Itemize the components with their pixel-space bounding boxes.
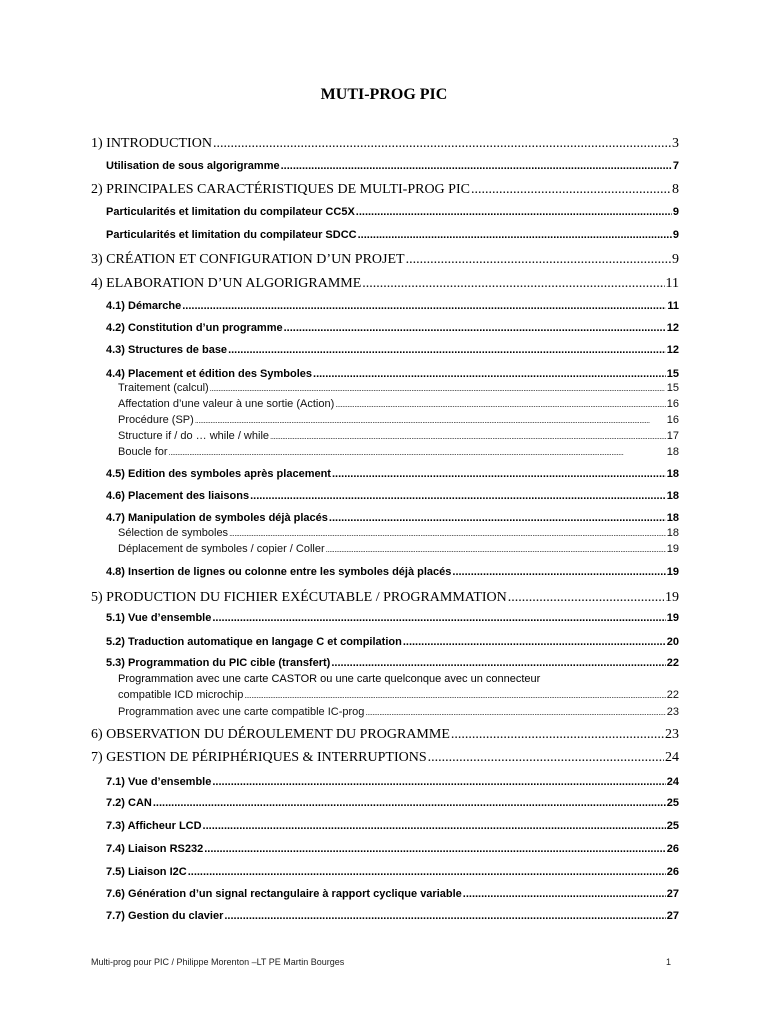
toc-entry-text: 5.1) Vue d’ensemble bbox=[106, 612, 212, 624]
toc-entry[interactable] bbox=[118, 527, 679, 539]
toc-page-number: 9 bbox=[672, 252, 679, 267]
toc-entry-text: 5.2) Traduction automatique en langage C et compilation bbox=[106, 636, 402, 648]
toc-page-number: 23 bbox=[666, 706, 679, 718]
toc-page-number: 18 bbox=[666, 490, 679, 502]
toc-leader-dots bbox=[229, 528, 666, 539]
toc-entry-text: 7.5) Liaison I2C bbox=[106, 866, 187, 878]
toc-entry-text: 5) PRODUCTION DU FICHIER EXÉCUTABLE / PROGRAMMATION bbox=[91, 590, 507, 605]
toc-entry[interactable] bbox=[118, 543, 679, 555]
toc-entry[interactable] bbox=[106, 322, 679, 334]
toc-entry[interactable] bbox=[106, 490, 679, 502]
toc-entry[interactable] bbox=[106, 657, 679, 669]
toc-entry[interactable] bbox=[106, 612, 679, 624]
toc-leader-dots bbox=[228, 344, 666, 356]
toc-entry[interactable] bbox=[106, 368, 679, 380]
toc-entry[interactable] bbox=[106, 160, 679, 172]
toc-entry-text: 4.3) Structures de base bbox=[106, 344, 228, 356]
toc-entry-text: 4.1) Démarche bbox=[106, 300, 182, 312]
toc-entry-text-line: Programmation avec une carte CASTOR ou une carte quelconque avec un connecteur bbox=[118, 673, 541, 685]
toc-page-number: 24 bbox=[665, 750, 679, 765]
toc-entry-text: 6) OBSERVATION DU DÉROULEMENT DU PROGRAMME bbox=[91, 727, 450, 742]
toc-leader-dots bbox=[270, 431, 666, 442]
toc-leader-dots bbox=[313, 368, 666, 380]
toc-leader-dots bbox=[188, 866, 666, 878]
toc-leader-dots bbox=[244, 690, 665, 701]
toc-leader-dots bbox=[284, 322, 666, 334]
toc-leader-dots bbox=[212, 776, 665, 788]
toc-entry-text: Particularités et limitation du compilateur CC5X bbox=[106, 206, 355, 218]
toc-entry-text: Utilisation de sous algorigramme bbox=[106, 160, 280, 172]
toc-entry-text: Structure if / do … while / while bbox=[118, 430, 270, 442]
toc-page-number: 27 bbox=[666, 888, 679, 900]
toc-entry-text: 7.1) Vue d’ensemble bbox=[106, 776, 212, 788]
toc-entry[interactable] bbox=[91, 276, 679, 292]
toc-page-number: 24 bbox=[666, 776, 679, 788]
toc-entry-text: 5.3) Programmation du PIC cible (transfert) bbox=[106, 657, 331, 669]
toc-entry[interactable] bbox=[91, 750, 679, 766]
toc-entry-text: 3) CRÉATION ET CONFIGURATION D’UN PROJET bbox=[91, 252, 405, 267]
toc-leader-dots bbox=[203, 820, 666, 832]
toc-page-number: 22 bbox=[666, 689, 679, 701]
toc-leader-dots bbox=[250, 490, 666, 502]
toc-entry-text: 4.8) Insertion de lignes ou colonne entre les symboles déjà placés bbox=[106, 566, 452, 578]
toc-entry-text: compatible ICD microchip bbox=[118, 689, 244, 701]
toc-entry[interactable] bbox=[106, 820, 679, 832]
toc-entry[interactable] bbox=[118, 446, 679, 458]
toc-leader-dots bbox=[331, 657, 665, 669]
toc-entry[interactable] bbox=[106, 566, 679, 578]
toc-page-number: 17 bbox=[666, 430, 679, 442]
toc-leader-dots bbox=[213, 136, 671, 152]
toc-leader-dots bbox=[210, 383, 666, 394]
toc-leader-dots bbox=[329, 512, 666, 524]
toc-entry[interactable] bbox=[106, 468, 679, 480]
toc-entry-text: 7.7) Gestion du clavier bbox=[106, 910, 224, 922]
toc-leader-dots bbox=[362, 276, 664, 292]
toc-page-number: 15 bbox=[666, 382, 679, 394]
toc-leader-dots bbox=[326, 544, 666, 555]
toc-page-number: 16 bbox=[666, 398, 679, 410]
toc-entry-text: Déplacement de symboles / copier / Coller bbox=[118, 543, 325, 555]
toc-entry-text: 4.4) Placement et édition des Symboles bbox=[106, 368, 313, 380]
toc-entry-text: 4.2) Constitution d’un programme bbox=[106, 322, 283, 334]
toc-page-number: 18 bbox=[666, 512, 679, 524]
toc-entry-text: 7.6) Génération d’un signal rectangulaire à rapport cyclique variable bbox=[106, 888, 462, 900]
toc-entry[interactable] bbox=[118, 430, 679, 442]
toc-leader-dots bbox=[403, 636, 666, 648]
toc-leader-dots bbox=[428, 750, 664, 766]
toc-entry[interactable] bbox=[118, 398, 679, 410]
toc-entry-text: 4.6) Placement des liaisons bbox=[106, 490, 250, 502]
toc-leader-dots bbox=[358, 229, 672, 241]
toc-page-number: 19 bbox=[665, 590, 679, 605]
toc-page-number: 11 bbox=[667, 300, 679, 312]
toc-page-number: 26 bbox=[666, 843, 679, 855]
toc-page-number: 3 bbox=[672, 136, 679, 151]
toc-leader-dots bbox=[335, 399, 665, 410]
toc-leader-dots bbox=[281, 160, 672, 172]
toc-page-number: 7 bbox=[672, 160, 679, 172]
toc-leader-dots bbox=[463, 888, 666, 900]
toc-leader-dots bbox=[508, 590, 664, 606]
toc-page-number: 12 bbox=[666, 344, 679, 356]
toc-entry[interactable] bbox=[118, 706, 679, 718]
toc-entry[interactable] bbox=[106, 300, 679, 312]
toc-page-number: 11 bbox=[665, 276, 679, 291]
toc-entry[interactable] bbox=[106, 843, 679, 855]
toc-leader-dots bbox=[182, 300, 666, 312]
toc-entry-text: 4.5) Edition des symboles après placement bbox=[106, 468, 331, 480]
toc-page-number: 12 bbox=[666, 322, 679, 334]
toc-entry-text: Sélection de symboles bbox=[118, 527, 229, 539]
toc-page-number: 18 bbox=[666, 527, 679, 539]
toc-entry-text: Particularités et limitation du compilateur SDCC bbox=[106, 229, 357, 241]
toc-page-number: 19 bbox=[666, 543, 679, 555]
toc-entry-text: 4.7) Manipulation de symboles déjà placés bbox=[106, 512, 328, 524]
toc-page-number: 19 bbox=[666, 612, 679, 624]
toc-entry-text: 7.3) Afficheur LCD bbox=[106, 820, 202, 832]
toc-entry[interactable] bbox=[106, 866, 679, 878]
footer-text: Multi-prog pour PIC / Philippe Morenton –LT PE Martin Bourges bbox=[91, 957, 345, 967]
toc-entry-text: Traitement (calcul) bbox=[118, 382, 209, 394]
toc-leader-dots bbox=[406, 252, 671, 268]
toc-leader-dots bbox=[452, 566, 665, 578]
toc-entry-text: Procédure (SP) bbox=[118, 414, 194, 426]
document-title: MUTI-PROG PIC bbox=[320, 86, 448, 103]
toc-leader-dots bbox=[365, 707, 665, 718]
toc-leader-dots bbox=[332, 468, 666, 480]
toc-page-number: 8 bbox=[672, 182, 679, 197]
toc-leader-dots bbox=[224, 910, 665, 922]
toc-entry[interactable] bbox=[106, 206, 679, 218]
toc-entry-text: 7.4) Liaison RS232 bbox=[106, 843, 204, 855]
toc-entry[interactable] bbox=[91, 727, 679, 743]
toc-entry-text: Programmation avec une carte compatible IC-prog bbox=[118, 706, 365, 718]
toc-leader-dots bbox=[471, 182, 671, 198]
toc-entry-text: 7) GESTION DE PÉRIPHÉRIQUES & INTERRUPTIONS bbox=[91, 750, 427, 765]
toc-page-number: 18 bbox=[666, 468, 679, 480]
toc-entry[interactable] bbox=[106, 344, 679, 356]
toc-page-number: 25 bbox=[666, 820, 679, 832]
toc-entry-text: Boucle for bbox=[118, 446, 168, 458]
toc-page-number: 20 bbox=[666, 636, 679, 648]
toc-entry-text: 1) INTRODUCTION bbox=[91, 136, 212, 151]
toc-entry[interactable] bbox=[106, 910, 679, 922]
toc-page-number: 15 bbox=[666, 368, 679, 380]
toc-leader-dots bbox=[356, 206, 672, 218]
toc-entry[interactable] bbox=[118, 382, 679, 394]
toc-leader-dots bbox=[169, 447, 666, 458]
toc-page-number: 18 bbox=[666, 446, 679, 458]
toc-entry-text: 2) PRINCIPALES CARACTÉRISTIQUES DE MULTI-PROG PIC bbox=[91, 182, 470, 197]
toc-entry-text: 7.2) CAN bbox=[106, 797, 152, 809]
toc-page-number: 19 bbox=[666, 566, 679, 578]
toc-page-number: 27 bbox=[666, 910, 679, 922]
toc-leader-dots bbox=[451, 727, 664, 743]
toc-page-number: 25 bbox=[666, 797, 679, 809]
toc-page-number: 22 bbox=[666, 657, 679, 669]
toc-entry[interactable] bbox=[91, 252, 679, 268]
toc-page-number: 23 bbox=[665, 727, 679, 742]
toc-entry[interactable] bbox=[106, 636, 679, 648]
toc-page-number: 26 bbox=[666, 866, 679, 878]
toc-page-number: 9 bbox=[672, 229, 679, 241]
toc-entry[interactable] bbox=[106, 888, 679, 900]
toc-entry[interactable] bbox=[106, 797, 679, 809]
toc-page-number: 16 bbox=[666, 414, 679, 426]
toc-entry[interactable] bbox=[91, 182, 679, 198]
toc-page-number: 9 bbox=[672, 206, 679, 218]
page-footer bbox=[91, 957, 671, 967]
toc-entry-text: Affectation d’une valeur à une sortie (Action) bbox=[118, 398, 335, 410]
toc-entry[interactable] bbox=[91, 590, 679, 606]
toc-leader-dots bbox=[204, 843, 666, 855]
toc-entry[interactable] bbox=[106, 512, 679, 524]
toc-entry-text: 4) ELABORATION D’UN ALGORIGRAMME bbox=[91, 276, 362, 291]
toc-entry[interactable] bbox=[106, 229, 679, 241]
toc-entry[interactable] bbox=[106, 776, 679, 788]
toc-entry[interactable] bbox=[118, 689, 679, 701]
toc-leader-dots bbox=[212, 612, 665, 624]
toc-entry[interactable] bbox=[118, 414, 679, 426]
toc-entry[interactable] bbox=[91, 136, 679, 152]
toc-leader-dots bbox=[153, 797, 666, 809]
toc-leader-dots bbox=[195, 415, 666, 426]
page-number: 1 bbox=[665, 957, 671, 967]
